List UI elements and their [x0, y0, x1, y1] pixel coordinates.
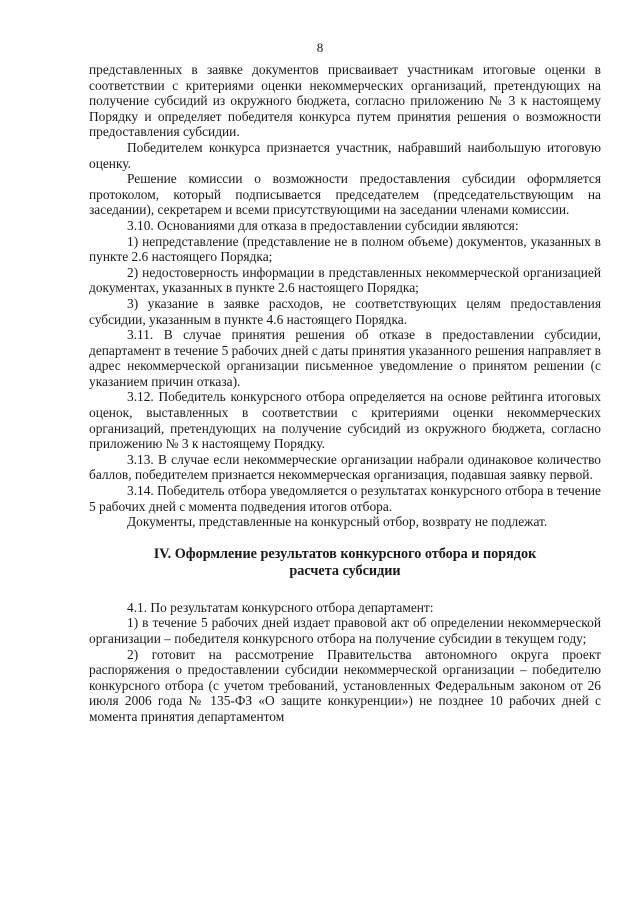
list-item: 3) указание в заявке расходов, не соответствующих целям предоставления субсидии, указанным в пункте 4.6 настоящего Порядка.	[89, 295, 601, 327]
section-heading-line: IV. Оформление результатов конкурсного отбора и порядок	[153, 545, 537, 562]
paragraph: 3.14. Победитель отбора уведомляется о результатах конкурсного отбора в течение 5 рабочих дней с момента подведения итогов отбора.	[89, 483, 601, 514]
document-body	[89, 62, 601, 725]
paragraph: 3.13. В случае если некоммерческие организации набрали одинаковое количество баллов, победителем признается некоммерческая организация, подавшая заявку первой.	[89, 451, 601, 483]
section-heading-line: расчета субсидии	[289, 562, 401, 579]
list-item: 1) непредставление (представление не в полном объеме) документов, указанных в пункте 2.6 настоящего Порядка;	[89, 233, 601, 265]
list-item: 2) недостоверность информации в представленных некоммерческой организацией документах, указанных в пункте 2.6 настоящего Порядка;	[89, 264, 601, 296]
paragraph: 3.11. В случае принятия решения об отказе в предоставлении субсидии, департамент в течение 5 рабочих дней с даты принятия указанного решения направляет в адрес некоммерческой организации письменное уведомление о принятом решении (с указанием причин отказа).	[89, 327, 601, 389]
paragraph: представленных в заявке документов присваивает участникам итоговые оценки в соответствии с критериями оценки некоммерческих организаций, претендующих на получение субсидий из окружного бюджета, согласно приложению № 3 к настоящему Порядку и определяет победителя конкурса путем принятия решения о возможности предоставления субсидии.	[89, 62, 601, 140]
paragraph: 3.12. Победитель конкурсного отбора определяется на основе рейтинга итоговых оценок, выставленных в соответствии с критериями оценки некоммерческих организаций, претендующих на получение субсидий из окружного бюджета, согласно приложению № 3 к настоящему Порядку.	[89, 389, 601, 452]
paragraph: Документы, представленные на конкурсный отбор, возврату не подлежат.	[127, 514, 548, 530]
list-item: 1) в течение 5 рабочих дней издает правовой акт об определении некоммерческой организации – победителя конкурсного отбора на получение субсидии в текущем году;	[89, 615, 601, 646]
list-item: 2) готовит на рассмотрение Правительства автономного округа проект распоряжения о предоставлении субсидии некоммерческой организации – победителю конкурсного отбора (с учетом требований, установленных Федеральным законом от 26 июля 2006 года № 135-ФЗ «О защите конкуренции») не позднее 10 рабочих дней с момента принятия департаментом	[89, 646, 601, 724]
paragraph: 3.10. Основаниями для отказа в предоставлении субсидии являются:	[127, 217, 519, 233]
paragraph: Решение комиссии о возможности предоставления субсидии оформляется протоколом, который подписывается председателем (председательствующим на заседании), секретарем и всеми присутствующими на заседании членами комиссии.	[89, 171, 601, 218]
paragraph: Победителем конкурса признается участник, набравший наибольшую итоговую оценку.	[89, 139, 601, 171]
page-number: 8	[316, 40, 324, 55]
paragraph: 4.1. По результатам конкурсного отбора департамент:	[127, 599, 434, 615]
section-heading	[89, 546, 601, 580]
